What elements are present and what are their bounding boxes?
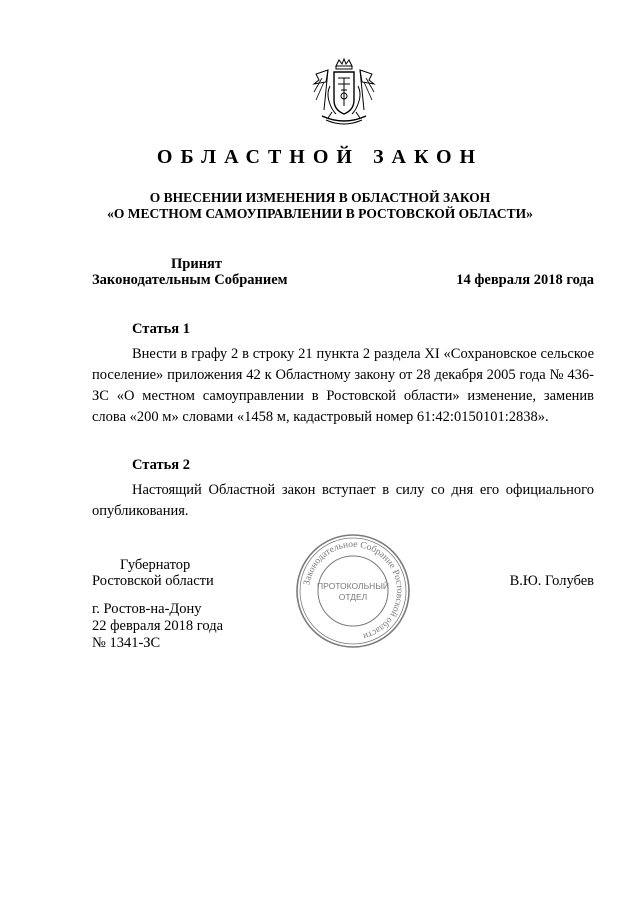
coat-of-arms-emblem — [308, 56, 380, 128]
signatory-position-line-2: Ростовской области — [92, 573, 214, 589]
footer-date: 22 февраля 2018 года — [92, 618, 224, 634]
article-2-text: Настоящий Областной закон вступает в силу со дня его официального опубликования. — [92, 482, 594, 519]
adopting-body: Законодательным Собранием — [92, 272, 288, 288]
law-subtitle-line-1: О ВНЕСЕНИИ ИЗМЕНЕНИЯ В ОБЛАСТНОЙ ЗАКОН — [149, 190, 491, 205]
signatory-name: В.Ю. Голубев — [509, 573, 594, 589]
footer-law-number: № 1341-ЗС — [92, 635, 161, 651]
stamp-ring-text: Законодательное Собрание Ростовской области — [302, 539, 405, 641]
stamp-inner-line-1: ПРОТОКОЛЬНЫЙ — [317, 581, 389, 591]
signatory-position-line-1: Губернатор — [120, 557, 191, 573]
footer-city: г. Ростов-на-Дону — [92, 601, 202, 617]
adopted-label: Принят — [171, 256, 223, 272]
stamp-inner-line-2: ОТДЕЛ — [338, 592, 368, 602]
document-type-title: ОБЛАСТНОЙ ЗАКОН — [156, 146, 484, 168]
article-1-heading: Статья 1 — [132, 321, 190, 337]
adoption-date: 14 февраля 2018 года — [456, 272, 594, 288]
official-stamp — [294, 532, 412, 650]
article-1-text: Внести в графу 2 в строку 21 пункта 2 раздела XI «Сохрановское сельское поселение» приложения 42 к Областному закону от 28 декабря 2005 года № 436-ЗС «О местном самоуправлении в Ростовской области» изменение, заменив слова «200 м» словами «1458 м, кадастровый номер 61:42:0150101:2838». — [92, 346, 594, 425]
article-2-heading: Статья 2 — [132, 457, 190, 473]
law-subtitle-line-2: «О МЕСТНОМ САМОУПРАВЛЕНИИ В РОСТОВСКОЙ ОБЛАСТИ» — [107, 206, 533, 221]
